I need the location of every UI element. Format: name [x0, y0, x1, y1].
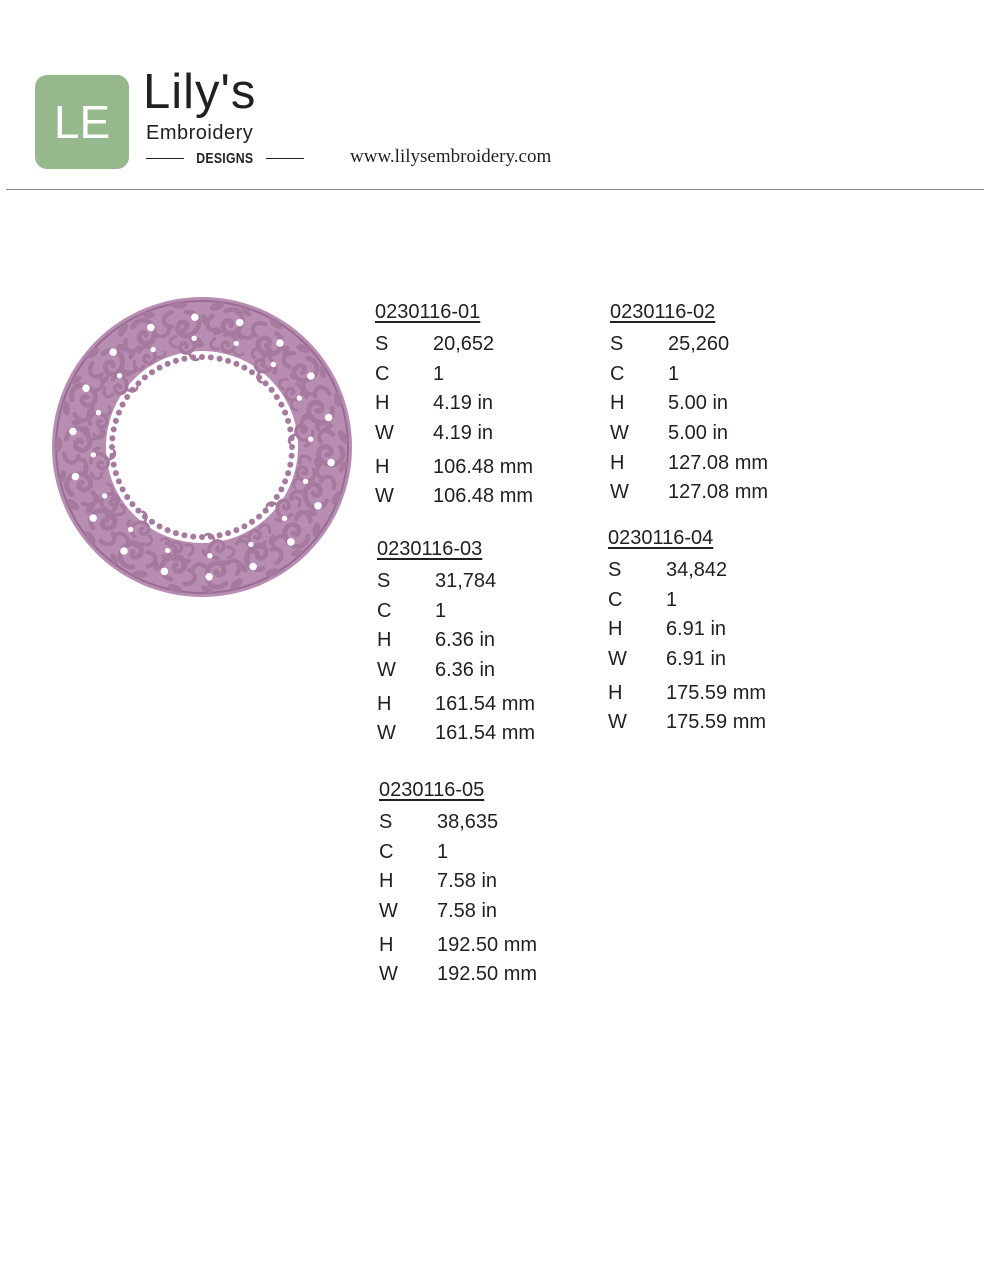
spec-value: 6.91 in	[666, 618, 727, 641]
bead	[269, 387, 275, 393]
spec-key: S	[375, 333, 389, 356]
bead	[124, 494, 130, 500]
logo-monogram-text: LE	[53, 96, 111, 148]
header-divider	[6, 189, 984, 190]
size-block-05	[379, 778, 537, 990]
lace-opening	[120, 547, 128, 555]
spec-row	[375, 389, 533, 419]
lace-opening	[102, 493, 107, 498]
spec-row	[610, 419, 768, 449]
bead	[285, 418, 291, 424]
spec-row	[608, 615, 766, 645]
bead	[113, 418, 119, 424]
spec-row	[379, 960, 537, 990]
bead	[109, 435, 115, 441]
size-block-04	[608, 526, 766, 738]
lace-opening	[271, 362, 276, 367]
spec-key: H	[608, 681, 623, 704]
bead	[116, 410, 122, 416]
bead	[157, 523, 163, 529]
lace-opening	[72, 473, 80, 481]
bead	[225, 358, 231, 364]
bead	[109, 453, 115, 459]
spec-value: 161.54 mm	[435, 722, 536, 745]
spec-value: 34,842	[666, 559, 728, 582]
spec-value: 20,652	[433, 333, 495, 356]
bead	[142, 374, 148, 380]
size-code: 0230116-02	[610, 301, 716, 323]
spec-key: C	[375, 362, 390, 385]
size-code: 0230116-05	[379, 779, 485, 801]
spec-key: W	[610, 481, 629, 504]
bead	[120, 486, 126, 492]
spec-key: H	[608, 618, 623, 641]
spec-row	[379, 897, 537, 927]
lace-opening	[325, 414, 333, 422]
bead	[120, 402, 126, 408]
spec-key: H	[377, 629, 392, 652]
spec-row	[375, 419, 533, 449]
bead	[217, 356, 223, 362]
bead	[233, 361, 239, 367]
bead	[129, 387, 135, 393]
bead	[135, 380, 141, 386]
size-code: 0230116-04	[608, 527, 714, 549]
logo-monogram	[35, 75, 129, 169]
spec-value: 7.58 in	[437, 870, 498, 893]
size-code: 0230116-01	[375, 301, 481, 323]
bead	[249, 519, 255, 525]
bead	[199, 534, 205, 540]
spec-key: H	[379, 870, 394, 893]
lace-opening	[205, 573, 213, 581]
spec-row	[377, 689, 535, 719]
lace-opening	[303, 479, 308, 484]
bead	[289, 453, 295, 459]
bead	[190, 534, 196, 540]
bead	[256, 374, 262, 380]
spec-value: 106.48 mm	[433, 485, 534, 508]
bead	[149, 369, 155, 375]
logo-brand-subtitle: Embroidery	[146, 122, 254, 144]
lace-opening	[307, 372, 315, 380]
bead	[111, 462, 117, 468]
bead	[249, 369, 255, 375]
spec-value: 5.00 in	[668, 422, 729, 445]
lace-opening	[161, 568, 169, 576]
lace-opening	[249, 563, 257, 571]
spec-row	[608, 556, 766, 586]
spec-row	[608, 645, 766, 675]
spec-key: C	[377, 599, 392, 622]
lace-opening	[147, 324, 155, 332]
size-code: 0230116-03	[377, 538, 483, 560]
bead	[287, 426, 293, 432]
bead	[282, 478, 288, 484]
bead	[233, 527, 239, 533]
spec-key: S	[608, 559, 622, 582]
spec-value: 6.36 in	[435, 629, 496, 652]
spec-value: 38,635	[437, 811, 499, 834]
bead	[129, 501, 135, 507]
spec-key: W	[377, 659, 396, 682]
spec-row	[375, 452, 533, 482]
spec-row	[379, 867, 537, 897]
lace-opening	[191, 336, 196, 341]
bead	[165, 361, 171, 367]
lace-opening	[287, 538, 295, 546]
bead	[278, 402, 284, 408]
spec-row	[375, 330, 533, 360]
spec-key: W	[377, 722, 396, 745]
bead	[225, 530, 231, 536]
spec-key: W	[608, 711, 627, 734]
lace-opening	[117, 373, 122, 378]
spec-row	[608, 586, 766, 616]
bead	[241, 523, 247, 529]
spec-key: S	[610, 333, 624, 356]
spec-row	[610, 389, 768, 419]
lace-opening	[297, 395, 302, 400]
spec-row	[375, 360, 533, 390]
spec-value: 6.91 in	[666, 648, 727, 671]
spec-row	[610, 330, 768, 360]
spec-key: S	[377, 570, 391, 593]
spec-value: 1	[435, 599, 447, 622]
bead	[149, 519, 155, 525]
bead	[181, 532, 187, 538]
lace-opening	[248, 542, 253, 547]
bead	[113, 470, 119, 476]
tagline-rule-left	[146, 158, 184, 159]
lace-opening	[191, 313, 199, 321]
logo-tagline-text: DESIGNS	[196, 149, 254, 167]
spec-key: W	[375, 422, 394, 445]
lace-opening	[109, 348, 117, 356]
bead	[287, 462, 293, 468]
bead	[173, 530, 179, 536]
spec-value: 5.00 in	[668, 392, 729, 415]
lace-opening	[276, 339, 284, 347]
bead	[217, 532, 223, 538]
spec-value: 1	[668, 362, 680, 385]
spec-value: 1	[666, 588, 678, 611]
bead	[241, 365, 247, 371]
logo-tagline	[146, 148, 304, 168]
bead	[173, 358, 179, 364]
lace-opening	[207, 553, 212, 558]
lace-opening	[165, 548, 170, 553]
lace-opening	[327, 459, 335, 467]
spec-row	[377, 656, 535, 686]
bead	[165, 527, 171, 533]
spec-row	[610, 448, 768, 478]
size-block-01	[375, 300, 533, 512]
bead	[199, 354, 205, 360]
spec-value: 4.19 in	[433, 392, 494, 415]
spec-key: H	[377, 692, 392, 715]
spec-row	[610, 478, 768, 508]
spec-row	[375, 482, 533, 512]
spec-key: H	[375, 455, 390, 478]
lace-opening	[89, 514, 97, 522]
bead	[181, 356, 187, 362]
spec-row	[608, 708, 766, 738]
spec-value: 4.19 in	[433, 422, 494, 445]
spec-key: H	[375, 392, 390, 415]
spec-key: H	[610, 451, 625, 474]
spec-key: C	[379, 840, 394, 863]
spec-value: 31,784	[435, 570, 497, 593]
spec-value: 175.59 mm	[666, 711, 767, 734]
lace-opening	[150, 347, 155, 352]
size-block-02	[610, 300, 768, 508]
lace-opening	[308, 436, 313, 441]
lace-opening	[96, 410, 101, 415]
lace-opening	[234, 341, 239, 346]
spec-value: 127.08 mm	[668, 481, 769, 504]
bead	[208, 534, 214, 540]
lace-opening	[314, 502, 322, 510]
spec-key: C	[608, 588, 623, 611]
spec-key: W	[608, 648, 627, 671]
lace-opening	[82, 384, 90, 392]
bead	[289, 444, 295, 450]
bead	[157, 365, 163, 371]
spec-value: 175.59 mm	[666, 681, 767, 704]
spec-row	[377, 597, 535, 627]
spec-row	[377, 567, 535, 597]
spec-row	[377, 719, 535, 749]
bead	[282, 410, 288, 416]
spec-key: W	[375, 485, 394, 508]
bead	[269, 501, 275, 507]
spec-key: S	[379, 811, 393, 834]
lace-opening	[236, 319, 244, 327]
bead	[274, 494, 280, 500]
website-url[interactable]: www.lilysembroidery.com	[350, 146, 552, 167]
spec-row	[379, 838, 537, 868]
bead	[116, 478, 122, 484]
lace-opening	[282, 516, 287, 521]
tagline-rule-right	[266, 158, 304, 159]
bead	[190, 354, 196, 360]
spec-value: 192.50 mm	[437, 963, 538, 986]
spec-value: 25,260	[668, 333, 730, 356]
bead	[142, 514, 148, 520]
spec-row	[379, 930, 537, 960]
logo-brand-name: Lily's	[143, 65, 257, 119]
bead	[289, 435, 295, 441]
spec-row	[379, 808, 537, 838]
spec-row	[610, 360, 768, 390]
wreath-design-image	[49, 294, 355, 600]
spec-key: W	[610, 422, 629, 445]
bead	[208, 354, 214, 360]
spec-value: 1	[433, 362, 445, 385]
bead	[263, 508, 269, 514]
bead	[135, 508, 141, 514]
bead	[124, 394, 130, 400]
spec-row	[608, 678, 766, 708]
bead	[278, 486, 284, 492]
spec-value: 1	[437, 840, 449, 863]
bead	[263, 380, 269, 386]
bead	[256, 514, 262, 520]
spec-value: 106.48 mm	[433, 455, 534, 478]
size-block-03	[377, 537, 535, 749]
spec-row	[377, 626, 535, 656]
bead	[274, 394, 280, 400]
spec-value: 7.58 in	[437, 900, 498, 923]
lace-opening	[91, 452, 96, 457]
bead	[285, 470, 291, 476]
bead	[109, 444, 115, 450]
spec-key: W	[379, 900, 398, 923]
spec-value: 192.50 mm	[437, 933, 538, 956]
spec-value: 161.54 mm	[435, 692, 536, 715]
bead	[111, 426, 117, 432]
spec-key: C	[610, 362, 625, 385]
spec-key: W	[379, 963, 398, 986]
spec-key: H	[379, 933, 394, 956]
lace-opening	[69, 428, 77, 436]
spec-value: 6.36 in	[435, 659, 496, 682]
spec-value: 127.08 mm	[668, 451, 769, 474]
spec-key: H	[610, 392, 625, 415]
lace-opening	[128, 527, 133, 532]
